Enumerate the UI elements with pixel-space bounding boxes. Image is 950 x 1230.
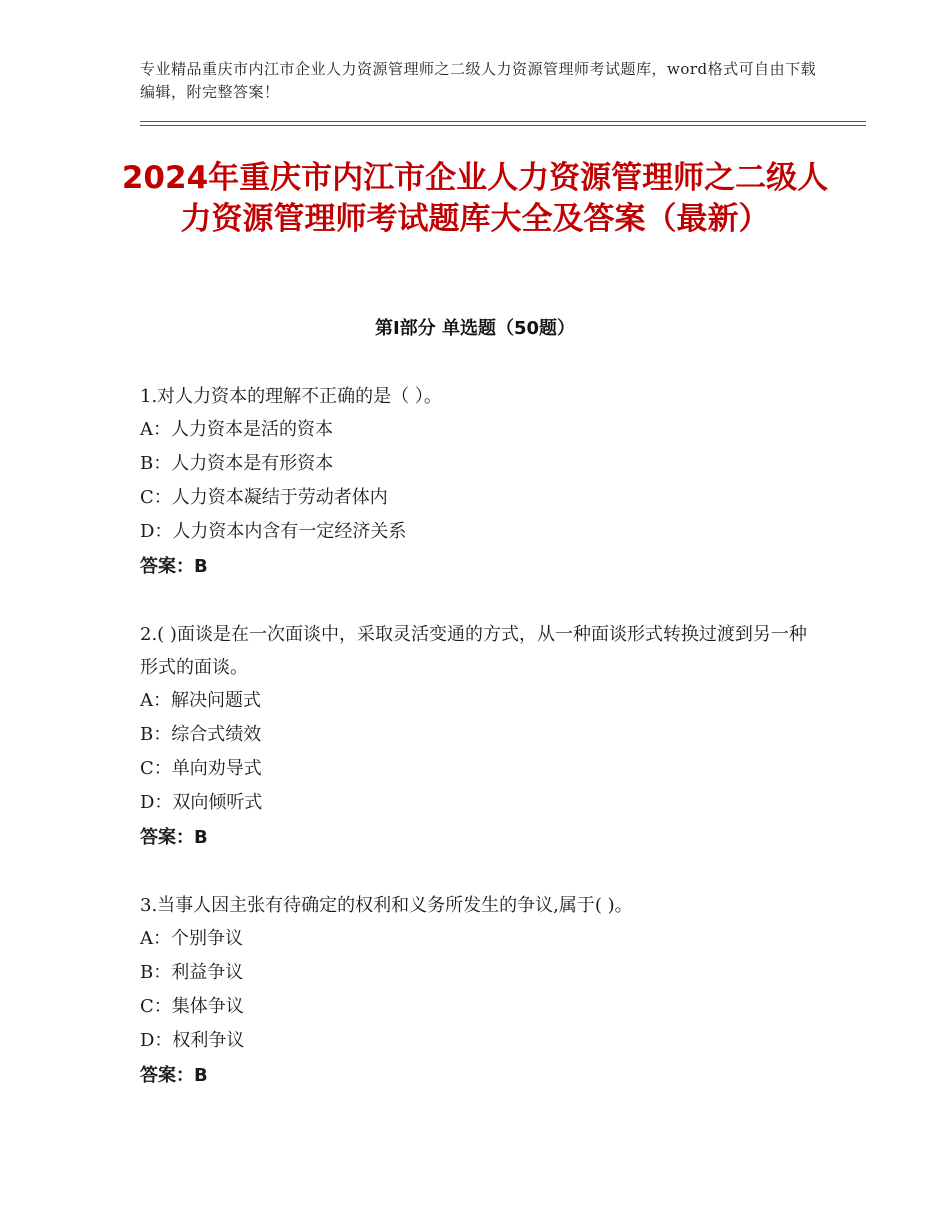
header-divider (140, 121, 866, 126)
document-title: 2024年重庆市内江市企业人力资源管理师之二级人力资源管理师考试题库大全及答案（最新） (121, 160, 829, 237)
section-heading: 第Ⅰ部分 单选题（50题） (374, 318, 575, 339)
option-b: B：利益争议 (140, 962, 244, 983)
option-c: C：单向劝导式 (140, 758, 262, 779)
question-stem: 3.当事人因主张有待确定的权利和义务所发生的争议,属于( )。 (140, 895, 633, 916)
question-list (140, 380, 820, 1127)
option-c: C：集体争议 (140, 996, 244, 1017)
answer: 答案：B (140, 827, 208, 848)
question-3 (140, 889, 820, 1093)
option-a: A：个别争议 (140, 928, 243, 949)
option-b: B：综合式绩效 (140, 724, 262, 745)
option-d: D：权利争议 (140, 1030, 245, 1051)
answer: 答案：B (140, 556, 208, 577)
question-stem: 2.( )面谈是在一次面谈中，采取灵活变通的方式，从一种面谈形式转换过渡到另一种形式的面谈。 (140, 624, 807, 678)
question-2 (140, 618, 820, 855)
option-a: A：解决问题式 (140, 690, 261, 711)
option-b: B：人力资本是有形资本 (140, 453, 334, 474)
option-a: A：人力资本是活的资本 (140, 419, 333, 440)
header-note: 专业精品重庆市内江市企业人力资源管理师之二级人力资源管理师考试题库，word格式可自由下载编辑，附完整答案！ (140, 60, 817, 101)
option-d: D：双向倾听式 (140, 792, 263, 813)
option-d: D：人力资本内含有一定经济关系 (140, 521, 407, 542)
option-c: C：人力资本凝结于劳动者体内 (140, 487, 388, 508)
answer: 答案：B (140, 1065, 208, 1086)
question-1 (140, 380, 820, 584)
question-stem: 1.对人力资本的理解不正确的是（ ）。 (140, 386, 442, 407)
